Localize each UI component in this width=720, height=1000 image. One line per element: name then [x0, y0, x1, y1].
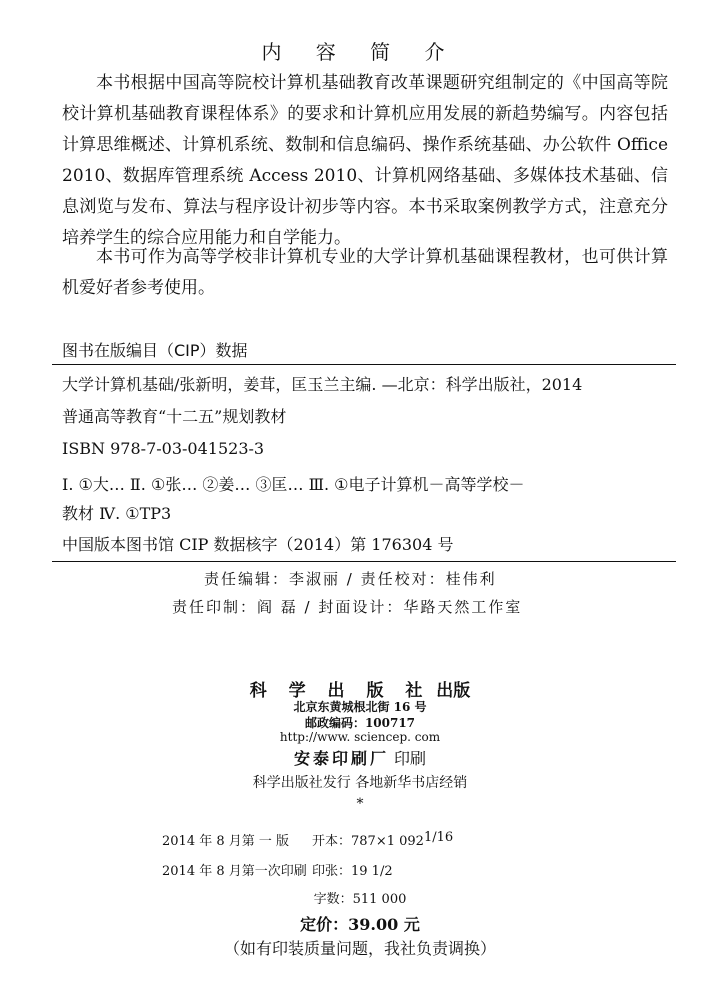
editor-proofreader-credit: 责任编辑：李淑丽 / 责任校对：桂伟利 [204, 570, 497, 588]
quality-note: （如有印装质量问题，我社负责调换） [223, 939, 496, 958]
publisher-name: 科 学 出 版 社 [249, 681, 431, 701]
cip-bottom-rule [52, 561, 676, 562]
distribution-line: 科学出版社发行 各地新华书店经销 [252, 775, 468, 791]
page-title: 内 容 简 介 [261, 40, 459, 64]
publisher-address: 北京东黄城根北街 16 号 [293, 700, 427, 714]
price: 定价：39.00 元 [300, 915, 420, 934]
publisher-postcode: 邮政编码：100717 [304, 716, 416, 730]
printer-suffix: 印刷 [388, 749, 427, 768]
cip-line-subjects: Ⅰ. ①大… Ⅱ. ①张… ②姜… ③匡… Ⅲ. ①电子计算机－高等学校－ [62, 475, 525, 494]
edition-date: 2014 年 8 月第 一 版 [162, 834, 290, 849]
edition-row-2 [162, 860, 393, 879]
publisher-suffix: 出版 [430, 681, 471, 701]
cip-line-series: 普通高等教育“十二五”规划教材 [62, 407, 287, 426]
separator-star: * [356, 796, 364, 812]
printer-name: 安泰印刷厂 [293, 749, 389, 768]
cip-line-isbn: ISBN 978-7-03-041523-3 [62, 439, 265, 458]
intro-paragraph-1: 本书根据中国高等院校计算机基础教育改革课题研究组制定的《中国高等院校计算机基础教育课程体系》的要求和计算机应用发展的新趋势编写。内容包括计算思维概述、计算机系统、数制和信息编码、操作系统基础、办公软件 Office 2010、数据库管理系统 Access 2010、计算机网络基础、多媒体技术基础、信息浏览与发布、算法与程序设计初步等内容。本书采取案例教学方式，注意充分培养学生的综合应用能力和自学能力。 [62, 73, 668, 248]
cip-heading: 图书在版编目（CIP）数据 [62, 341, 248, 360]
intro-paragraph-2: 本书可作为高等学校非计算机专业的大学计算机基础课程教材，也可供计算机爱好者参考使用。 [62, 247, 668, 298]
edition-row-1 [162, 830, 454, 849]
cip-line-classification: 教材 Ⅳ. ①TP3 [62, 504, 172, 523]
format-size: 开本：787×1 092 [312, 834, 424, 849]
printing-date: 2014 年 8 月第一次印刷 [162, 864, 307, 879]
cip-top-rule [52, 364, 676, 365]
word-count: 字数：511 000 [313, 892, 407, 907]
cip-line-record-number: 中国版本图书馆 CIP 数据核字（2014）第 176304 号 [62, 535, 454, 554]
cip-line-title: 大学计算机基础/张新明，姜茸，匡玉兰主编. —北京：科学出版社，2014 [62, 375, 583, 394]
printer-line [0, 746, 720, 769]
print-sheets: 印张：19 1/2 [312, 864, 393, 879]
printing-cover-credit: 责任印制：阎 磊 / 封面设计：华路天然工作室 [172, 598, 523, 616]
publisher-url: http://www. sciencep. com [279, 730, 441, 744]
format-fold: 1/16 [424, 830, 454, 845]
